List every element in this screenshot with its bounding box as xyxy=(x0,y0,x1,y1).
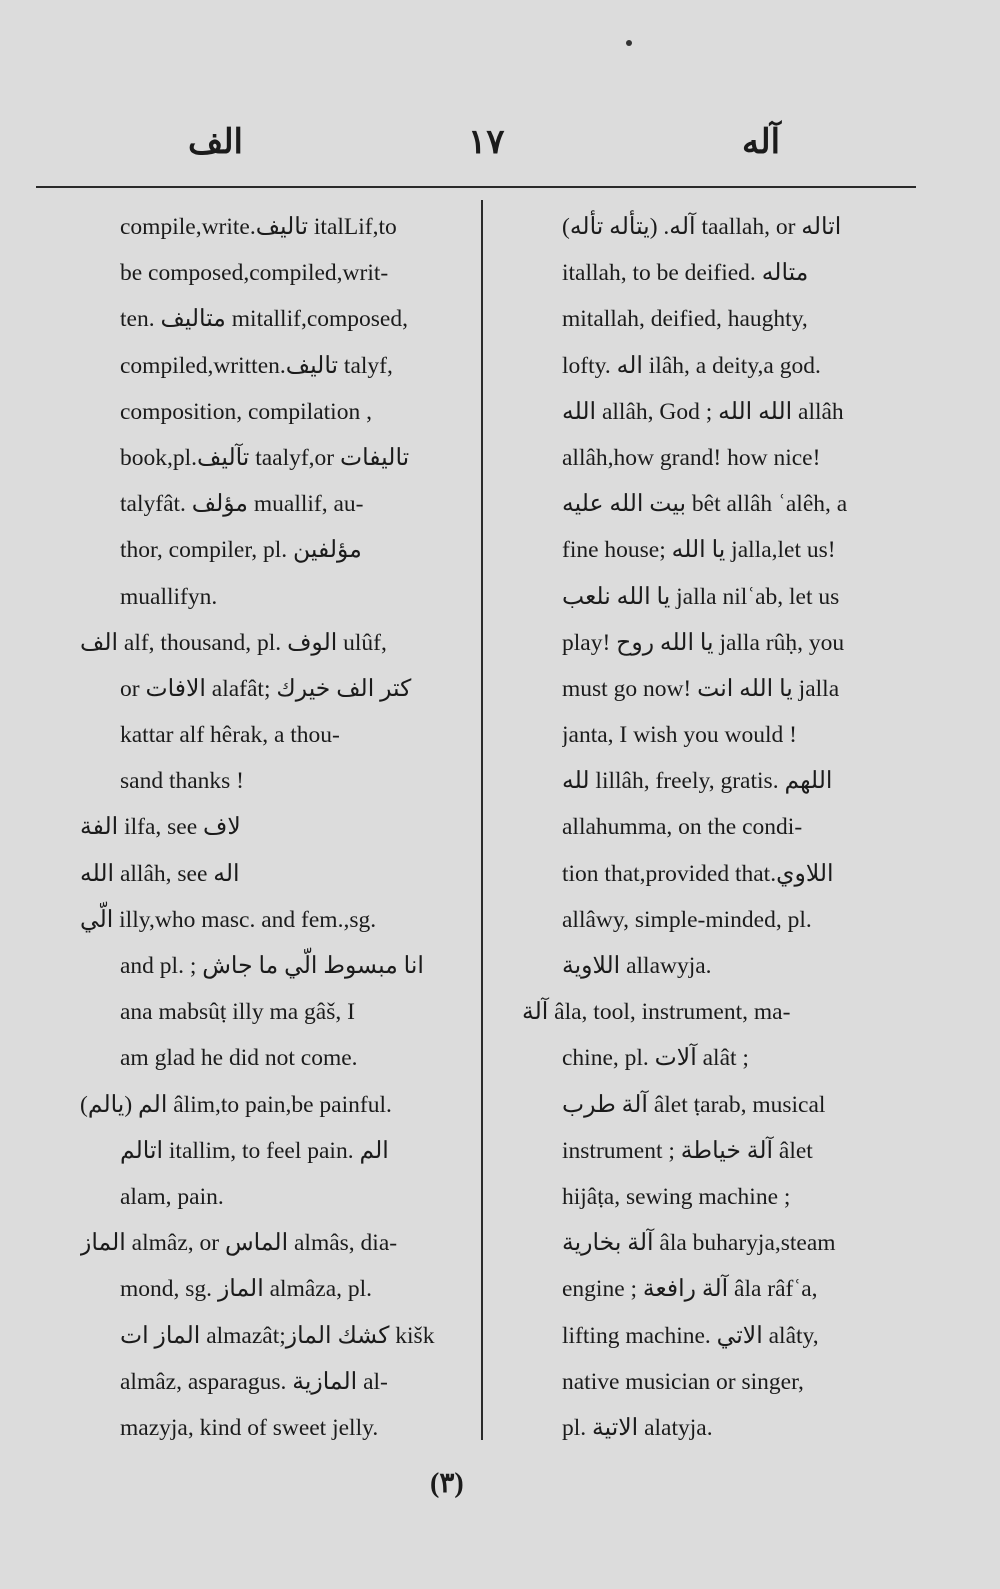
text-line: آلة âla, tool, instrument, ma- xyxy=(522,999,791,1026)
text-line: الفة ilfa, see لاف xyxy=(80,814,241,841)
text-line: compiled,written.تاليف talyf, xyxy=(120,352,393,379)
text-line: آلة بخارية âla buharyja,steam xyxy=(562,1230,836,1257)
text-line: hijâṭa, sewing machine ; xyxy=(562,1183,791,1210)
text-line: ana mabsûṭ illy ma gâš, I xyxy=(120,999,355,1026)
signature-mark: (٣) xyxy=(430,1468,464,1499)
text-line: am glad he did not come. xyxy=(120,1045,358,1072)
text-line: talyfât. مؤلف muallif, au- xyxy=(120,491,364,518)
text-line: pl. الاتية alatyja. xyxy=(562,1414,713,1441)
right-column xyxy=(522,204,912,1451)
text-line: mitallah, deified, haughty, xyxy=(562,306,808,333)
text-line: allahumma, on the condi- xyxy=(562,814,803,841)
text-line: engine ; آلة رافعة âla râfʿa, xyxy=(562,1276,818,1303)
text-line: itallah, to be deified. متاله xyxy=(562,260,809,287)
text-line: native musician or singer, xyxy=(562,1368,804,1395)
text-line: بيت الله عليه bêt allâh ʿalêh, a xyxy=(562,491,848,518)
text-line: composition, compilation , xyxy=(120,398,372,425)
text-line: mond, sg. الماز almâza, pl. xyxy=(120,1276,373,1303)
text-line: ten. متاليف mitallif,composed, xyxy=(120,306,408,333)
text-line: compile,write.تاليف italLif,to xyxy=(120,214,397,240)
text-line: and pl. ; انا مبسوط الّي ما جاش xyxy=(120,953,424,979)
text-line: اتالم itallim, to feel pain. الم xyxy=(120,1137,389,1164)
text-line: or الافات alafât; كتر الف خيرك xyxy=(120,675,412,702)
text-line: chine, pl. آلات alât ; xyxy=(562,1045,749,1072)
text-line: آله. (يتأله تأله) taallah, or اتاله xyxy=(562,214,842,240)
text-line: آلة طرب âlet ṭarab, musical xyxy=(562,1091,826,1118)
text-line: tion that,provided that.اللاوي xyxy=(562,860,834,887)
text-line: الله allâh, God ; الله الله allâh xyxy=(562,398,844,425)
left-column xyxy=(80,204,470,1451)
text-line: lifting machine. الاتي alâty, xyxy=(562,1322,819,1349)
header-rule xyxy=(36,186,916,188)
header-right-word: آله xyxy=(742,124,781,161)
text-line: يا الله نلعب jalla nilʿab, let us xyxy=(562,583,840,610)
text-line: لله lillâh, freely, gratis. اللهم xyxy=(562,768,833,795)
text-line: الماز almâz, or الماس almâs, dia- xyxy=(80,1230,398,1257)
text-line: الماز ات almazât;كشك الماز kišk xyxy=(120,1322,435,1349)
text-line: play! يا الله روح jalla rûḥ, you xyxy=(562,629,845,656)
text-line: alam, pain. xyxy=(120,1183,224,1210)
header-left-word: الف xyxy=(188,124,244,161)
text-line: اللاوية allawyja. xyxy=(562,953,712,979)
text-line: mazyja, kind of sweet jelly. xyxy=(120,1414,379,1441)
page-number: ١٧ xyxy=(468,124,505,161)
text-line: be composed,compiled,writ- xyxy=(120,260,389,287)
text-line: janta, I wish you would ! xyxy=(562,722,797,749)
text-line: sand thanks ! xyxy=(120,768,245,795)
text-line: الّي illy,who masc. and fem.,sg. xyxy=(80,906,377,933)
text-line: allâh,how grand! how nice! xyxy=(562,444,821,471)
text-line: fine house; يا الله jalla,let us! xyxy=(562,537,836,564)
text-line: allâwy, simple-minded, pl. xyxy=(562,906,812,933)
text-line: kattar alf hêrak, a thou- xyxy=(120,722,340,749)
text-line: lofty. اله ilâh, a deity,a god. xyxy=(562,352,821,379)
ink-dot xyxy=(626,40,632,46)
text-line: الف alf, thousand, pl. الوف ulûf, xyxy=(80,629,387,656)
text-line: thor, compiler, pl. مؤلفين xyxy=(120,537,362,564)
text-line: instrument ; آلة خياطة âlet xyxy=(562,1137,813,1164)
text-line: الم (يالم) âlim,to pain,be painful. xyxy=(80,1091,392,1118)
text-line: الله allâh, see اله xyxy=(80,860,240,887)
text-line: book,pl.تآليف taalyf,or تاليفات xyxy=(120,444,410,471)
text-line: muallifyn. xyxy=(120,583,218,610)
page-header xyxy=(0,122,1000,172)
column-divider xyxy=(481,200,483,1440)
text-line: must go now! يا الله انت jalla xyxy=(562,675,840,702)
text-line: almâz, asparagus. المازية al- xyxy=(120,1368,388,1395)
